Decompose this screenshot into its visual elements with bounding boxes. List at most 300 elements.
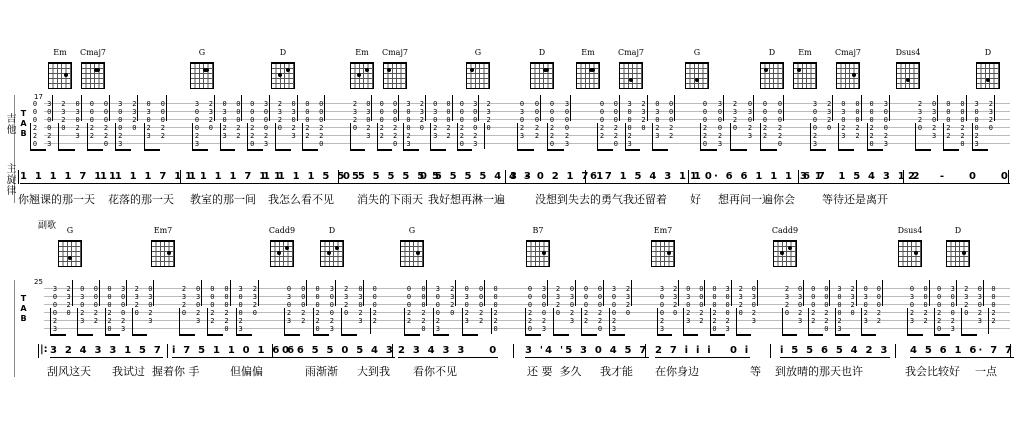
chord-name: B7 [532, 226, 544, 235]
chord-name: D [328, 226, 336, 235]
finger-dot [365, 68, 369, 72]
chord-diagram-d [271, 62, 295, 89]
fret-column: 0 3 0 2 3 [747, 100, 753, 140]
chord-name: Cmaj7 [381, 48, 409, 57]
note-stem [426, 280, 427, 306]
fret-column: 3 0 0 0 2 3 [263, 100, 269, 148]
note-stem [341, 308, 342, 334]
fret-column: 2 3 2 0 [625, 285, 631, 317]
note-stem [731, 280, 732, 306]
fret-column: 0 0 0 2 2 [210, 285, 215, 325]
finger-dot [695, 78, 699, 82]
fret-column: 0 3 0 2 3 [655, 100, 660, 140]
note-stem [370, 308, 371, 334]
note-beam [220, 149, 236, 151]
note-stem [736, 308, 737, 334]
fret-column: 0 3 0 2 3 [751, 285, 756, 325]
note-stem [425, 95, 426, 121]
fret-column: 0 0 0 2 2 [876, 285, 881, 325]
chord-name: D [768, 48, 776, 57]
fret-column: 0 3 0 2 3 [863, 285, 868, 325]
note-beam [808, 334, 823, 336]
fret-column: 0 0 0 2 2 [699, 285, 704, 325]
chord-name: G [693, 48, 701, 57]
lyric-phrase: 在你身边 [655, 365, 699, 378]
note-stem [723, 95, 724, 121]
fret-column: 3 0 0 0 2 3 [812, 100, 818, 148]
fret-column: 0 0 0 2 2 0 [224, 285, 229, 333]
note-stem [678, 280, 679, 306]
fret-column: 0 0 0 2 2 0 [493, 285, 498, 333]
finger-dot [96, 68, 100, 72]
numbered-notation-measure: 3 2 4 3 3 1 5 7 [50, 345, 164, 356]
note-beam [609, 334, 625, 336]
finger-dot [286, 68, 290, 72]
chord-name: Em [581, 48, 595, 57]
fret-column: 0 0 0 2 2 0 [527, 285, 533, 333]
note-stem [455, 280, 456, 306]
fret-column: 2 3 2 0 [641, 100, 646, 132]
barline [895, 344, 896, 358]
fret-column: 2 3 2 0 [252, 285, 257, 317]
fret-column: 2 3 2 0 [827, 100, 832, 132]
finger-dot [387, 68, 391, 72]
note-stem [861, 95, 862, 121]
numbered-notation-measure: 1 1 1 1 7 1 1 [185, 171, 284, 182]
note-beam [403, 149, 418, 151]
note-stem [126, 280, 127, 306]
note-stem [803, 280, 804, 306]
chord-diagram-d [760, 62, 784, 89]
note-stem [258, 280, 259, 306]
note-beam [105, 334, 121, 336]
staff-line [44, 135, 1010, 136]
note-stem [835, 308, 836, 334]
note-beam [236, 334, 252, 336]
chord-diagram-cadd9 [270, 240, 294, 267]
lyric-phrase: 我才能 [600, 365, 633, 378]
note-stem [972, 123, 973, 149]
fret-column: 2 3 2 0 [450, 285, 455, 317]
note-stem [404, 308, 405, 334]
note-stem [430, 123, 431, 149]
note-stem [867, 123, 868, 149]
note-stem [192, 123, 193, 149]
chord-name: Dsus4 [897, 226, 923, 235]
note-stem [907, 308, 908, 334]
chord-name: Cmaj7 [79, 48, 107, 57]
chord-name: D [538, 48, 546, 57]
lyric-phrase: 你翘课的那一天 [18, 193, 95, 206]
chord-diagram-d [946, 240, 970, 267]
note-stem [657, 308, 658, 334]
fret-column: 2 3 2 0 [784, 285, 790, 317]
numbered-notation-measure: i 5 5 6 5 4 2 3 [780, 345, 890, 356]
note-stem [241, 95, 242, 121]
note-stem [753, 95, 754, 121]
repeat-sign: |: [40, 344, 48, 355]
note-stem [889, 95, 890, 121]
numbered-notation-measure: 4 5 6 1 6· 7 7 [910, 345, 1015, 356]
note-stem [137, 95, 138, 121]
note-stem [619, 95, 620, 121]
fret-column: 3 0 0 0 2 3 [435, 285, 440, 333]
note-beam [207, 334, 223, 336]
note-beam [302, 149, 318, 151]
note-stem [597, 123, 598, 149]
fret-column: 3 0 0 0 2 3 [627, 100, 632, 148]
fret-column: 0 0 0 2 2 [379, 100, 384, 140]
note-stem [783, 95, 784, 121]
fret-column: 3 0 0 0 2 3 [238, 285, 243, 333]
fret-column: 3 0 0 0 2 3 [837, 285, 842, 333]
finger-dot [906, 78, 910, 82]
note-stem [201, 280, 202, 306]
note-stem [179, 308, 180, 334]
note-stem [350, 123, 351, 149]
fret-column: 3 0 0 0 2 3 [883, 100, 888, 148]
chord-diagram-g [400, 240, 424, 267]
chorus-label: 副歌 [38, 221, 57, 231]
finger-dot [416, 251, 420, 255]
note-stem [457, 123, 458, 149]
note-stem [683, 308, 684, 334]
note-stem [525, 308, 526, 334]
fret-column: 2 3 2 0 [352, 100, 358, 132]
fret-column: 0 0 0 2 2 [811, 285, 816, 325]
fret-column: 0 3 0 2 3 [569, 285, 575, 325]
fret-column: 3 0 0 0 2 3 [329, 285, 334, 333]
finger-dot [277, 251, 281, 255]
note-stem [553, 308, 554, 334]
numbered-notation-measure: 3 - 0 2 1 7 1 [510, 171, 606, 182]
note-beam [404, 334, 420, 336]
note-beam [284, 334, 300, 336]
note-stem [166, 95, 167, 121]
note-stem [517, 123, 518, 149]
numbered-notation-measure: 1 1 1 1 5 5 5 [263, 171, 362, 182]
staff-line [44, 127, 1010, 128]
chord-diagram-d [530, 62, 554, 89]
fret-column: 2 3 2 0 [61, 100, 66, 132]
note-stem [540, 95, 541, 121]
finger-dot [68, 256, 72, 260]
fret-column: 2 3 2 0 [181, 285, 187, 317]
lyric-phrase: 我怎么看不见 [268, 193, 334, 206]
chord-diagram-dsus4 [898, 240, 922, 267]
note-beam [867, 149, 883, 151]
chord-diagram-d [976, 62, 1000, 89]
lyric-phrase: 到放晴的那天也许 [775, 365, 863, 378]
fret-column: 0 3 0 2 3 [841, 100, 846, 140]
note-stem [966, 95, 967, 121]
fret-column: 3 0 0 0 2 3 [541, 285, 547, 333]
finger-dot [764, 68, 768, 72]
note-beam [350, 149, 365, 151]
fret-column: 0 0 0 2 2 [599, 100, 605, 140]
note-stem [220, 123, 221, 149]
fret-column: 0 0 0 2 2 [301, 285, 306, 325]
lyric-phrase: 等 [750, 365, 761, 378]
fret-column: 0 0 0 2 2 0 [613, 100, 618, 148]
finger-dot [357, 73, 361, 77]
chord-name: G [198, 48, 206, 57]
note-stem [105, 308, 106, 334]
fret-column: 2 3 2 0 [132, 100, 137, 132]
note-stem [956, 280, 957, 306]
chord-name: Em [355, 48, 369, 57]
numbered-notation-measure: 6 7 1 5 4 3 1 1 [590, 171, 704, 182]
chord-diagram-g [190, 62, 214, 89]
chord-name: Cadd9 [771, 226, 799, 235]
fret-column: 2 3 2 0 [555, 285, 561, 317]
note-stem [832, 95, 833, 121]
finger-dot [285, 246, 289, 250]
chord-diagram-em [48, 62, 72, 89]
note-beam [625, 149, 641, 151]
lyric-phrase: 我试过 [112, 365, 145, 378]
staff-line [44, 111, 1010, 112]
note-stem [647, 95, 648, 121]
lyric-phrase: 花落的那一天 [108, 193, 174, 206]
finger-dot [667, 251, 671, 255]
numbered-notation-measure: 1 1 1 1 7 1 1 [20, 171, 119, 182]
fret-column: 2 3 2 0 [964, 285, 969, 317]
fret-column: 0 0 0 2 2 0 [250, 100, 255, 148]
barline [513, 344, 514, 358]
staff-line [44, 103, 1010, 104]
note-stem [760, 123, 761, 149]
note-beam [943, 149, 959, 151]
chord-diagram-g [58, 240, 82, 267]
fret-column: 0 3 0 2 3 [80, 285, 85, 325]
note-beam [433, 334, 449, 336]
fret-column: 0 0 0 2 2 0 [107, 285, 112, 333]
note-beam [553, 334, 569, 336]
note-stem [269, 95, 270, 121]
fret-column: 0 3 0 2 3 [433, 100, 438, 140]
fret-column: 0 0 0 2 2 [89, 100, 94, 140]
note-beam [457, 149, 472, 151]
note-stem [929, 280, 930, 306]
barline [18, 170, 19, 184]
fret-column: 3 0 0 0 2 3 [717, 100, 723, 148]
lyric-phrase: 一点 [975, 365, 997, 378]
lyric-phrase: 消失的下雨天 [357, 193, 423, 206]
note-beam [430, 149, 445, 151]
chord-diagram-em7 [651, 240, 675, 267]
note-stem [72, 280, 73, 306]
note-beam [377, 149, 392, 151]
fret-column: 2 3 2 0 [419, 100, 424, 132]
chord-diagram-cmaj7 [836, 62, 860, 89]
note-stem [988, 308, 989, 334]
note-beam [710, 334, 725, 336]
lyric-phrase: 还 要 多久 [527, 365, 582, 378]
staff-line [44, 119, 1010, 120]
fret-column: 3 0 0 0 2 3 [974, 100, 979, 148]
chord-diagram-cmaj7 [383, 62, 407, 89]
fret-column: 2 3 2 0 [988, 100, 993, 132]
note-stem [581, 308, 582, 334]
note-stem [547, 280, 548, 306]
fret-column: 0 0 0 2 2 [93, 285, 98, 325]
fret-column: 3 0 0 0 2 3 [950, 285, 955, 333]
note-stem [297, 95, 298, 121]
note-stem [30, 123, 31, 149]
fret-column: 0 0 0 2 2 0 [315, 285, 320, 333]
finger-dot [327, 251, 331, 255]
note-stem [207, 308, 208, 334]
fret-column: 0 0 0 2 2 [446, 100, 451, 140]
note-beam [915, 149, 931, 151]
guitar-label: 吉他 [4, 113, 15, 135]
numbered-notation-measure: 1 0· 6 6 1 1 1 3 1 [690, 171, 824, 182]
note-beam [179, 334, 195, 336]
chord-diagram-g [466, 62, 490, 89]
fret-column: 3 0 0 0 2 3 [118, 100, 123, 148]
note-beam [341, 334, 357, 336]
note-stem [838, 123, 839, 149]
numbered-notation-measure: 6 7 1 5 4 3 1 2 [803, 171, 922, 182]
numbered-notation-measure: 0 6 5 5 0 5 4 3 [282, 345, 396, 356]
chord-name: G [474, 48, 482, 57]
lyric-phrase: 好 [690, 193, 701, 206]
note-stem [363, 280, 364, 306]
finger-dot [591, 68, 595, 72]
note-stem [275, 123, 276, 149]
fret-column: 0 0 0 2 2 [236, 100, 241, 140]
chord-name: Em [53, 48, 67, 57]
note-stem [808, 308, 809, 334]
note-stem [700, 123, 701, 149]
chord-diagram-cmaj7 [81, 62, 105, 89]
fret-column: 0 0 0 2 2 [923, 285, 928, 325]
note-beam [782, 334, 797, 336]
note-stem [934, 308, 935, 334]
numbered-notation-measure: 2 7 i i i 0 i [655, 345, 751, 356]
fret-column: 0 0 0 2 2 [669, 100, 674, 140]
numbered-notation-measure: 0 5 5 5 5 5 5 [343, 171, 442, 182]
fret-column: 0 0 0 2 2 [762, 100, 768, 140]
note-stem [730, 123, 731, 149]
note-stem [81, 95, 82, 121]
note-stem [484, 123, 485, 149]
fret-column: 0 3 0 2 3 [977, 285, 982, 325]
numbered-notation-measure: 2 - 0 0 [908, 171, 1011, 182]
fret-column: 0 3 0 2 3 [148, 285, 153, 325]
chord-name: G [66, 226, 74, 235]
fret-column: 0 0 0 2 2 [406, 285, 412, 325]
fret-column: 0 0 0 2 2 [946, 100, 951, 140]
note-stem [115, 123, 116, 149]
fret-column: 0 0 0 2 2 [991, 285, 996, 325]
note-beam [517, 149, 534, 151]
note-stem [132, 308, 133, 334]
lyric-phrase: 握着你 手 [152, 365, 200, 378]
note-stem [230, 280, 231, 306]
fret-column: 0 3 0 2 3 [222, 100, 227, 140]
fret-column: 2 3 2 0 [134, 285, 139, 317]
fret-column: 0 3 0 2 3 [366, 100, 371, 140]
fret-column: 0 0 0 2 2 0 [702, 100, 708, 148]
note-beam [683, 334, 698, 336]
fret-column: 0 0 0 2 2 0 [712, 285, 717, 333]
chord-name: Dsus4 [895, 48, 921, 57]
note-beam [730, 149, 747, 151]
finger-dot [962, 251, 966, 255]
note-beam [247, 149, 263, 151]
note-stem [652, 123, 653, 149]
fret-column: 2 3 2 0 [917, 100, 923, 132]
note-stem [313, 308, 314, 334]
system-bracket [14, 280, 15, 377]
finger-dot [205, 68, 209, 72]
note-stem [403, 123, 404, 149]
note-beam [760, 149, 777, 151]
note-stem [377, 123, 378, 149]
measure-number: 25 [34, 278, 43, 286]
fret-column: 3 0 0 0 2 3 [194, 100, 200, 148]
chord-name: Cmaj7 [834, 48, 862, 57]
note-stem [994, 95, 995, 121]
chord-name: G [408, 226, 416, 235]
melody-label: 主旋律 [4, 163, 15, 196]
note-beam [907, 334, 923, 336]
finger-dot [167, 251, 171, 255]
numbered-notation-measure: i 7 5 1 1 0 1 6 6 [172, 345, 297, 356]
note-stem [961, 308, 962, 334]
note-stem [214, 95, 215, 121]
finger-dot [545, 68, 549, 72]
note-stem [247, 123, 248, 149]
note-stem [306, 280, 307, 306]
numbered-notation-measure: 1 1 1 1 7 1 1 [100, 171, 199, 182]
fret-column: 0 3 0 2 3 [932, 100, 937, 140]
finger-dot [986, 78, 990, 82]
note-stem [99, 280, 100, 306]
fret-column: 0 0 0 2 2 0 [32, 100, 38, 148]
fret-column: 3 0 0 0 2 3 [406, 100, 411, 148]
note-stem [324, 95, 325, 121]
finger-dot [780, 251, 784, 255]
finger-dot [64, 73, 68, 77]
fret-column: 0 0 0 2 2 [305, 100, 310, 140]
note-stem [856, 280, 857, 306]
lyric-phrase: 大到我 [357, 365, 390, 378]
note-stem [915, 123, 916, 149]
chord-diagram-em [576, 62, 600, 89]
note-beam [838, 149, 854, 151]
note-stem [462, 308, 463, 334]
fret-column: 0 3 0 2 3 [798, 285, 803, 325]
fret-column: 0 0 0 2 2 [479, 285, 484, 325]
note-stem [398, 95, 399, 121]
note-beam [961, 334, 977, 336]
fret-column: 3 0 0 0 2 3 [659, 285, 665, 333]
fret-column: 0 0 0 2 2 0 [777, 100, 783, 148]
note-stem [674, 95, 675, 121]
note-stem [302, 123, 303, 149]
fret-column: 0 0 0 2 2 [372, 285, 377, 325]
fret-column: 2 3 2 0 [66, 285, 71, 317]
numbered-notation-measure: 3 '4 '5 3 0 4 5 7 [525, 345, 649, 356]
note-stem [478, 95, 479, 121]
tab-clef: TAB [20, 109, 27, 138]
note-stem [153, 280, 154, 306]
fret-column: 0 0 0 2 2 0 [937, 285, 942, 333]
fret-column: 0 0 0 2 2 0 [549, 100, 555, 148]
